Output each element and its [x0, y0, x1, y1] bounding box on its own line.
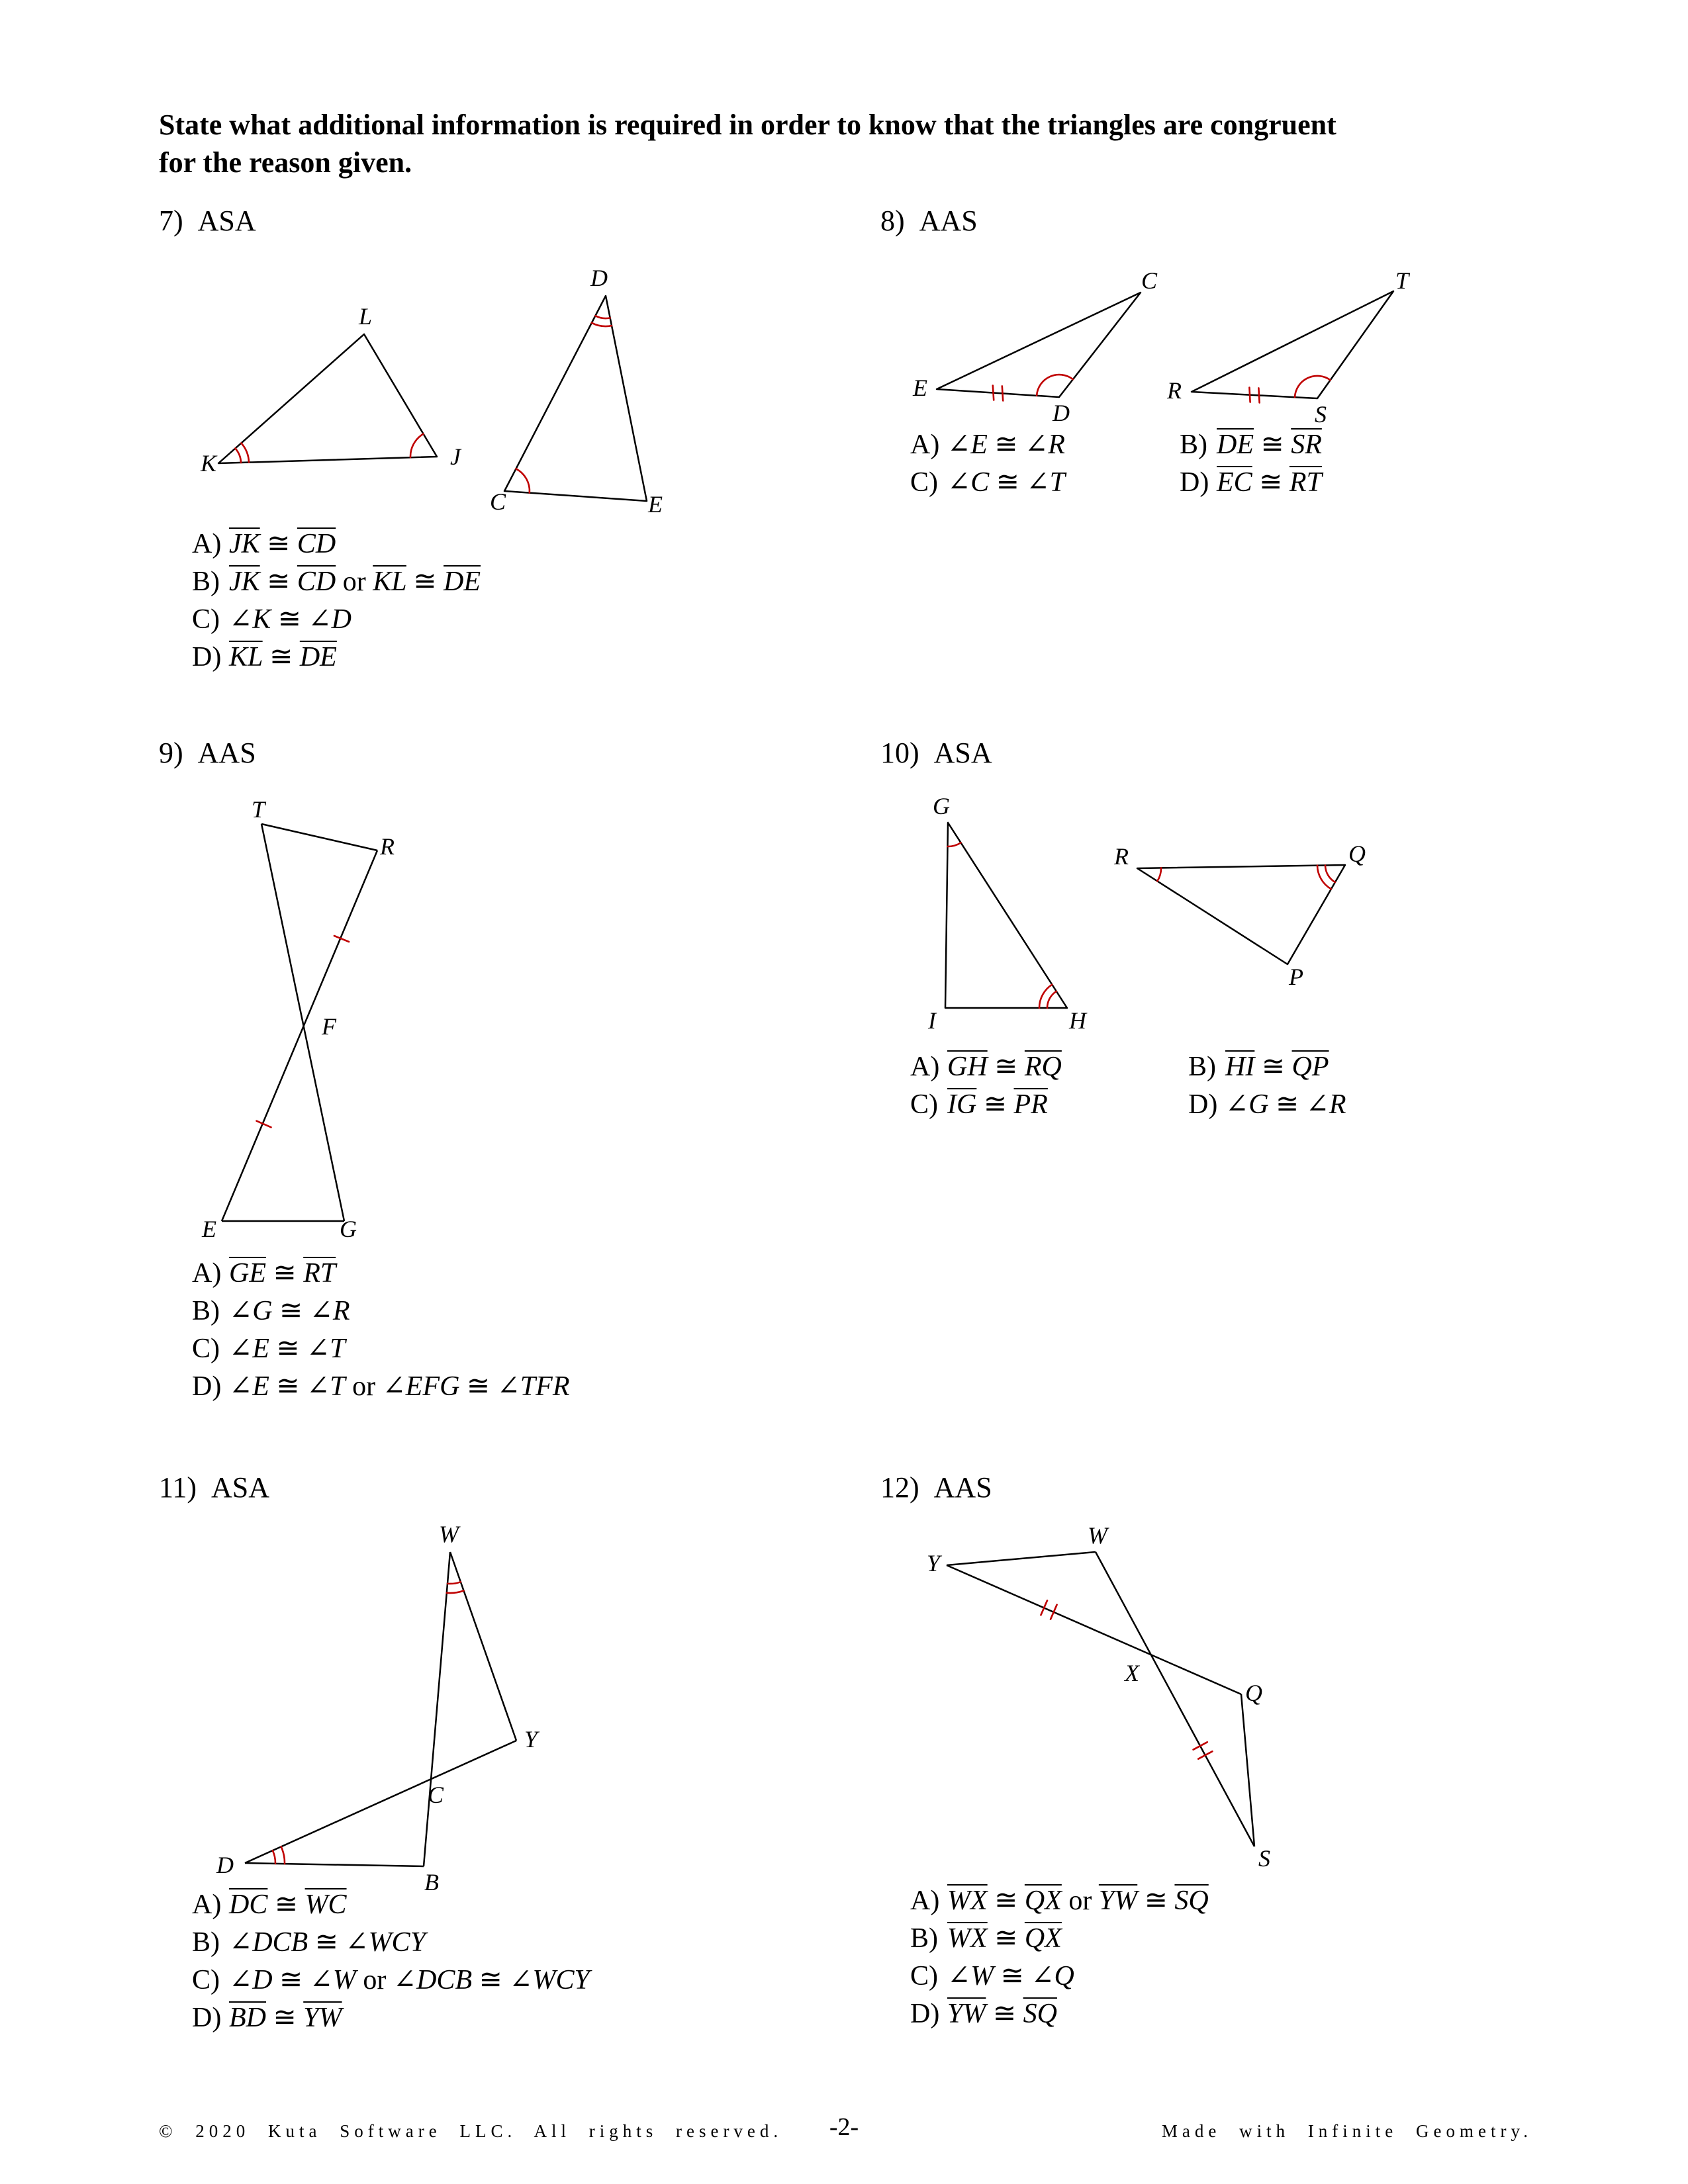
choice-label: C)	[192, 1965, 220, 1995]
vertex-label-r: R	[380, 833, 395, 860]
problem-10-header	[880, 736, 992, 770]
vertex-label-w: W	[1088, 1522, 1107, 1549]
segment-name: $\overline{DE}$	[444, 567, 481, 597]
choice-label: D)	[192, 1371, 222, 1402]
problem-11-header	[159, 1471, 269, 1504]
triangle-klj-outline	[218, 334, 437, 463]
vertex-label-h: H	[1069, 1007, 1086, 1034]
choice-11d	[192, 2001, 342, 2034]
problem-7-method: ASA	[197, 205, 256, 237]
choice-label: A)	[910, 430, 940, 460]
choice-7c	[192, 602, 352, 635]
triangle-rqp-outline	[1137, 865, 1345, 964]
vertex-label-s: S	[1315, 401, 1327, 428]
choice-label: C)	[192, 1334, 220, 1364]
choice-10c	[910, 1087, 1048, 1120]
vertex-label-e: E	[202, 1216, 216, 1242]
vertex-label-r: R	[1167, 377, 1182, 404]
problem-11-method: ASA	[211, 1471, 270, 1504]
page-number: -2-	[829, 2113, 859, 2141]
segment-name: $\overline{WX}$	[947, 1923, 988, 1954]
problem-10-diagram	[907, 788, 1436, 1039]
segment-wy	[450, 1552, 516, 1741]
choice-text: ∠E ≅ ∠T	[229, 1371, 346, 1402]
choice-text: ≅	[406, 567, 444, 597]
choice-text: or	[1061, 1886, 1099, 1916]
choice-text: ≅	[1254, 430, 1291, 460]
angle-arc-d-2	[281, 1846, 285, 1864]
choice-text: ≅	[267, 1889, 305, 1920]
choice-label: C)	[910, 467, 938, 498]
problem-8-header	[880, 204, 978, 238]
angle-arc-g	[948, 842, 961, 846]
segment-db	[245, 1863, 424, 1866]
problem-10-number: 10)	[880, 737, 919, 769]
angle-arc-r	[1157, 868, 1161, 881]
segment-name: $\overline{CD}$	[297, 567, 336, 597]
choice-12b	[910, 1921, 1062, 1954]
vertex-label-k: K	[200, 450, 217, 477]
segment-name: $\overline{GH}$	[947, 1052, 988, 1082]
vertex-label-s: S	[1258, 1845, 1270, 1872]
vertex-label-i: I	[928, 1007, 936, 1034]
choice-text: ∠K ≅ ∠D	[229, 604, 352, 635]
segment-name: $\overline{CD}$	[297, 529, 336, 559]
choice-text: ≅	[1137, 1886, 1175, 1916]
vertex-label-b: B	[424, 1869, 439, 1895]
instructions-line1: State what additional information is required in order to know that the triangles are congruent	[159, 109, 1336, 141]
problem-12-diagram	[914, 1522, 1337, 1893]
angle-arc-w-1	[447, 1582, 461, 1584]
choice-text: ≅	[1252, 467, 1289, 498]
choice-label: B)	[192, 1927, 220, 1958]
problem-11-diagram	[199, 1522, 596, 1899]
segment-name: $\overline{JK}$	[229, 529, 260, 559]
choice-text: ∠DCB ≅ ∠WCY	[393, 1965, 590, 1995]
choice-label: B)	[1188, 1052, 1216, 1082]
choice-label: C)	[192, 604, 220, 635]
problem-7-header	[159, 204, 256, 238]
segment-name: $\overline{HI}$	[1225, 1052, 1255, 1082]
vertex-label-c: C	[489, 488, 506, 515]
angle-arc-h-1	[1047, 991, 1056, 1008]
vertex-label-r: R	[1114, 843, 1129, 870]
choice-11c	[192, 1963, 590, 1996]
choice-text: ≅	[259, 567, 297, 597]
vertex-label-t: T	[1395, 267, 1409, 294]
vertex-label-c: C	[1141, 267, 1158, 294]
vertex-label-c: C	[427, 1782, 444, 1808]
problem-10-method: ASA	[933, 737, 992, 769]
choice-text: ≅	[1254, 1052, 1292, 1082]
problem-7-diagram	[172, 258, 688, 523]
problem-11-number: 11)	[159, 1471, 197, 1504]
segment-yd	[245, 1741, 516, 1863]
choice-text: ≅	[986, 1999, 1023, 2029]
segment-yq	[947, 1565, 1241, 1694]
choice-text: ≅	[262, 642, 300, 672]
choice-text: ≅	[987, 1052, 1025, 1082]
choice-text: ∠G ≅ ∠R	[1225, 1089, 1346, 1120]
choice-8b	[1180, 428, 1322, 461]
choice-10b	[1188, 1050, 1329, 1083]
angle-arc-k-1	[235, 449, 241, 463]
choice-label: D)	[910, 1999, 940, 2029]
choice-label: B)	[192, 567, 220, 597]
problem-9-number: 9)	[159, 737, 183, 769]
choice-label: B)	[910, 1923, 938, 1954]
vertex-label-d: D	[590, 265, 608, 291]
choice-7d	[192, 640, 337, 673]
choice-text: ≅	[266, 2003, 304, 2033]
angle-arc-j	[410, 434, 424, 458]
choice-label: C)	[910, 1961, 938, 1991]
triangle-dce-outline	[504, 296, 647, 501]
choice-11a	[192, 1888, 347, 1921]
choice-label: A)	[192, 1258, 222, 1289]
segment-wb	[424, 1552, 450, 1866]
choice-9b	[192, 1294, 350, 1327]
vertex-label-t: T	[251, 796, 265, 823]
choice-8c	[910, 465, 1065, 498]
choice-label: C)	[910, 1089, 938, 1120]
choice-label: A)	[910, 1886, 940, 1916]
choice-text: ≅	[259, 529, 297, 559]
tick-mark-xs-2	[1198, 1751, 1212, 1758]
segment-name: $\overline{QX}$	[1024, 1886, 1062, 1916]
problem-12-number: 12)	[880, 1471, 919, 1504]
choice-11b	[192, 1925, 426, 1958]
problem-8-diagram	[907, 267, 1450, 430]
choice-label: A)	[192, 1889, 222, 1920]
segment-name: $\overline{YW}$	[303, 2003, 342, 2033]
problem-9-diagram	[199, 791, 490, 1261]
problem-8-number: 8)	[880, 205, 905, 237]
vertex-label-p: P	[1289, 964, 1303, 990]
choice-text: ∠W ≅ ∠Q	[947, 1961, 1074, 1991]
angle-arc-q-1	[1325, 866, 1335, 883]
segment-name: $\overline{DE}$	[299, 642, 337, 672]
choice-text: or	[355, 1965, 393, 1995]
segment-name: $\overline{SQ}$	[1174, 1886, 1209, 1916]
tick-mark-ed-1	[993, 386, 994, 400]
choice-label: D)	[192, 642, 222, 672]
instructions	[159, 106, 1562, 181]
segment-name: $\overline{RT}$	[303, 1258, 336, 1289]
segment-ws	[1096, 1552, 1254, 1846]
tick-mark-rs-1	[1249, 388, 1250, 402]
triangle-gih-outline	[945, 823, 1067, 1008]
segment-name: $\overline{PR}$	[1013, 1089, 1048, 1120]
angle-arc-d-1	[595, 316, 610, 318]
segment-re	[222, 850, 377, 1221]
footer-copyright: © 2020 Kuta Software LLC. All rights reserved.	[159, 2121, 783, 2141]
footer-made-with: Made with Infinite Geometry.	[1161, 2121, 1532, 2141]
segment-name: $\overline{YW}$	[947, 1999, 986, 2029]
choice-text: ∠C ≅ ∠T	[947, 467, 1065, 498]
choice-text: or	[336, 567, 373, 597]
choice-7b	[192, 565, 481, 598]
choice-10d	[1188, 1087, 1346, 1120]
vertex-label-g: G	[340, 1216, 357, 1242]
angle-arc-w-2	[447, 1591, 464, 1594]
vertex-label-w: W	[439, 1521, 459, 1547]
vertex-label-q: Q	[1348, 841, 1366, 867]
triangle-ecd-outline	[937, 293, 1141, 397]
segment-name: $\overline{QP}$	[1291, 1052, 1329, 1082]
vertex-label-d: D	[216, 1852, 234, 1878]
tick-mark-ed-2	[1002, 386, 1003, 400]
vertex-label-f: F	[322, 1013, 336, 1040]
segment-name: $\overline{EC}$	[1217, 467, 1252, 498]
instructions-line2: for the reason given.	[159, 146, 412, 179]
segment-name: $\overline{RT}$	[1289, 467, 1322, 498]
choice-label: D)	[1188, 1089, 1218, 1120]
segment-name: $\overline{DE}$	[1217, 430, 1254, 460]
vertex-label-e: E	[913, 375, 927, 401]
choice-label: A)	[192, 529, 222, 559]
choice-8a	[910, 428, 1065, 461]
segment-name: $\overline{YW}$	[1098, 1886, 1138, 1916]
choice-7a	[192, 527, 336, 560]
angle-arc-d-1	[273, 1850, 275, 1864]
tick-mark-rs-2	[1258, 388, 1259, 402]
problem-9-header	[159, 736, 256, 770]
choice-text: ∠EFG ≅ ∠TFR	[382, 1371, 570, 1402]
vertex-label-x: X	[1125, 1660, 1139, 1686]
tick-mark-xs-1	[1194, 1742, 1207, 1749]
segment-name: $\overline{RQ}$	[1024, 1052, 1062, 1082]
choice-9d	[192, 1369, 569, 1402]
choice-text: ≅	[987, 1886, 1025, 1916]
segment-name: $\overline{BD}$	[229, 2003, 266, 2033]
segment-name: $\overline{WX}$	[947, 1886, 988, 1916]
vertex-label-g: G	[933, 793, 950, 819]
choice-12a	[910, 1884, 1209, 1917]
angle-arc-k-2	[241, 443, 249, 463]
choice-12c	[910, 1959, 1074, 1992]
vertex-label-y: Y	[926, 1550, 941, 1576]
vertex-label-l: L	[358, 303, 373, 330]
choice-label: D)	[192, 2003, 222, 2033]
segment-name: $\overline{SR}$	[1291, 430, 1322, 460]
segment-tr	[261, 824, 377, 850]
angle-arc-c	[516, 469, 530, 492]
choice-label: D)	[1180, 467, 1209, 498]
vertex-label-q: Q	[1245, 1680, 1262, 1706]
problem-7-number: 7)	[159, 205, 183, 237]
segment-name: $\overline{SQ}$	[1023, 1999, 1057, 2029]
segment-name: $\overline{KL}$	[229, 642, 263, 672]
vertex-label-j: J	[450, 443, 461, 470]
choice-9c	[192, 1332, 346, 1365]
segment-name: $\overline{JK}$	[229, 567, 260, 597]
vertex-label-y: Y	[524, 1726, 538, 1752]
choice-text: ∠DCB ≅ ∠WCY	[229, 1927, 426, 1958]
choice-8d	[1180, 465, 1322, 498]
choice-text: ≅	[987, 1923, 1025, 1954]
choice-text: ∠G ≅ ∠R	[229, 1296, 350, 1326]
problem-9-method: AAS	[197, 737, 256, 769]
segment-name: $\overline{IG}$	[947, 1089, 977, 1120]
segment-qs	[1241, 1694, 1254, 1846]
segment-name: $\overline{GE}$	[229, 1258, 266, 1289]
problem-12-header	[880, 1471, 992, 1504]
choice-text: ≅	[976, 1089, 1014, 1120]
choice-label: A)	[910, 1052, 940, 1082]
segment-name: $\overline{WC}$	[305, 1889, 347, 1920]
choice-label: B)	[192, 1296, 220, 1326]
choice-text: ≅	[266, 1258, 304, 1289]
triangle-rts-outline	[1192, 291, 1393, 398]
choice-12d	[910, 1997, 1057, 2030]
problem-8-method: AAS	[919, 205, 978, 237]
vertex-label-e: E	[648, 491, 663, 518]
choice-text: ∠D ≅ ∠W	[229, 1965, 356, 1995]
vertex-label-d: D	[1053, 400, 1070, 426]
choice-label: B)	[1180, 430, 1207, 460]
choice-9a	[192, 1256, 336, 1289]
segment-name: $\overline{KL}$	[373, 567, 406, 597]
choice-text: ∠E ≅ ∠T	[229, 1334, 346, 1364]
angle-arc-d-2	[592, 323, 612, 326]
choice-text: ∠E ≅ ∠R	[947, 430, 1065, 460]
choice-10a	[910, 1050, 1062, 1083]
segment-yw	[947, 1552, 1096, 1565]
segment-name: $\overline{DC}$	[229, 1889, 268, 1920]
segment-name: $\overline{QX}$	[1024, 1923, 1062, 1954]
choice-text: or	[345, 1371, 383, 1402]
problem-12-method: AAS	[933, 1471, 992, 1504]
